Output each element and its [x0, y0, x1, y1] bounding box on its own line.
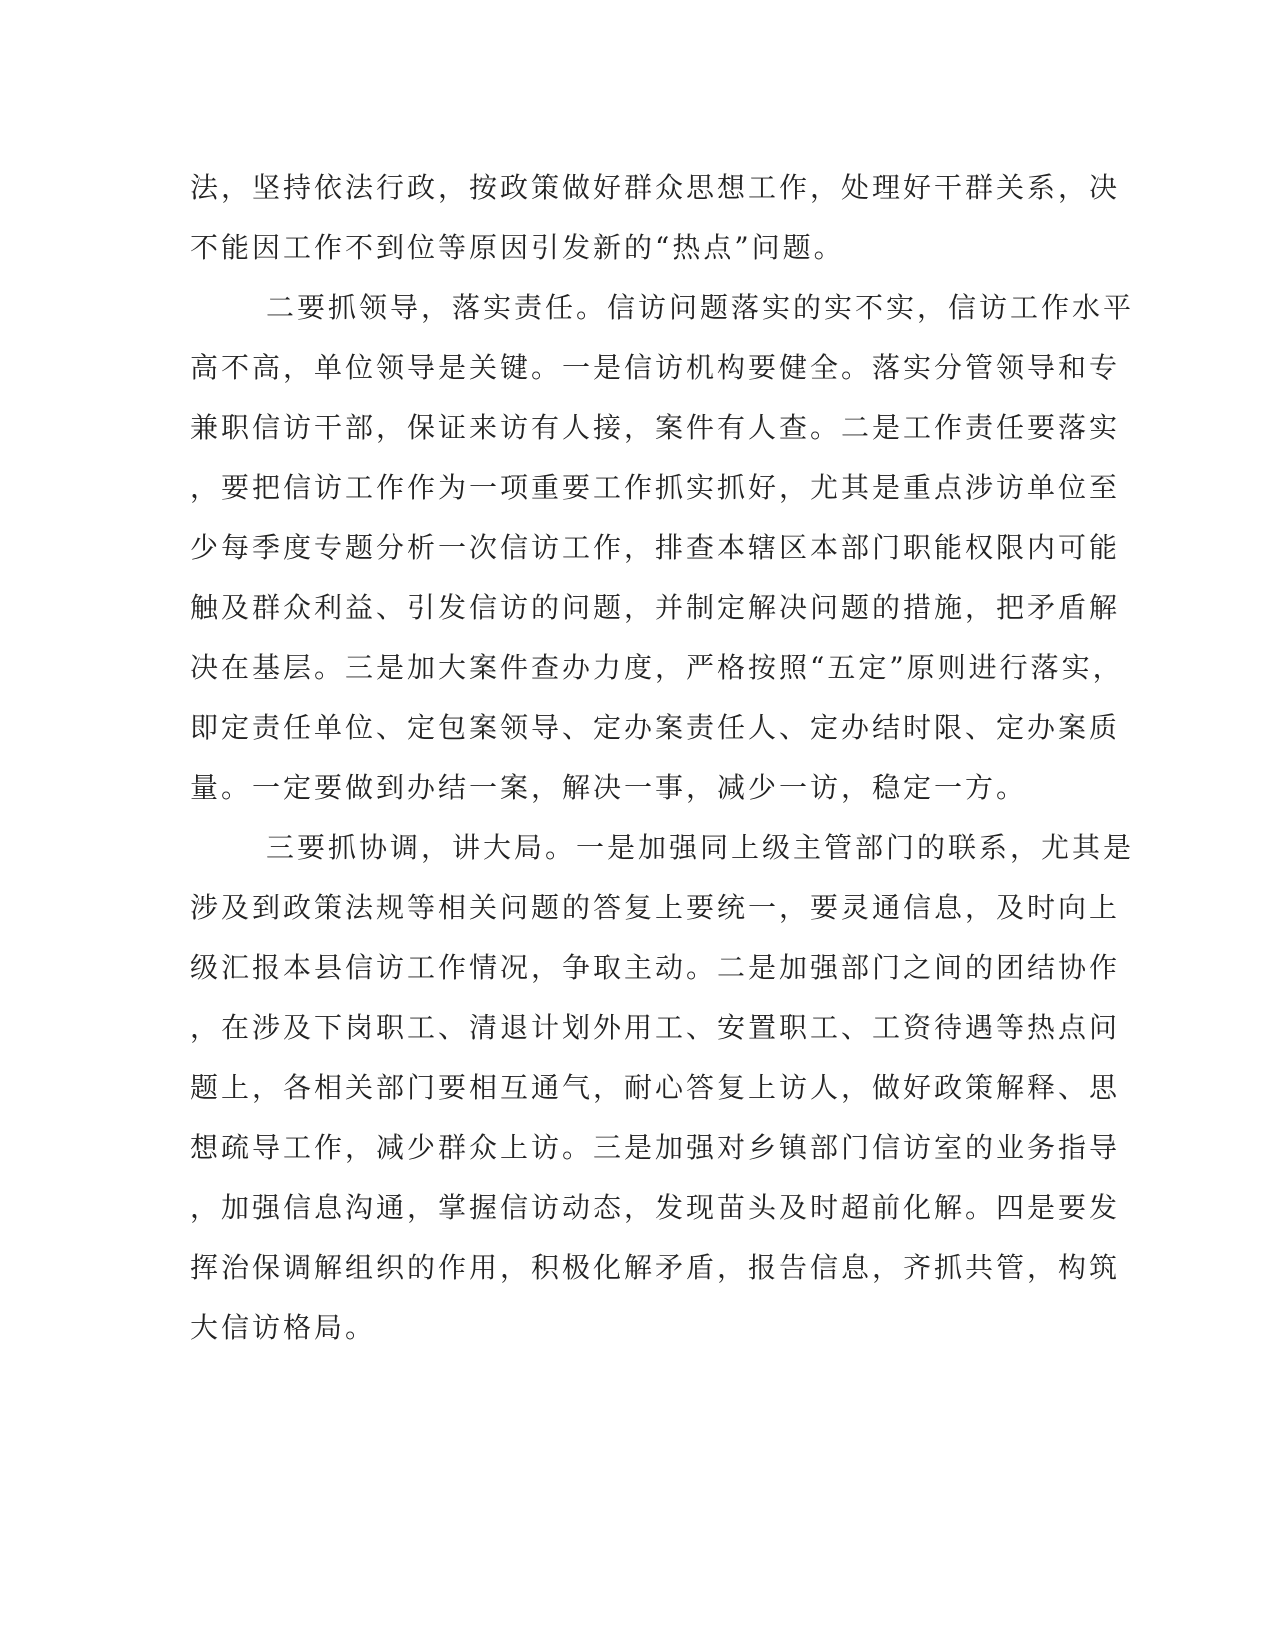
- text-line: 题上，各相关部门要相互通气，耐心答复上访人，做好政策解释、思: [190, 1071, 1121, 1104]
- text-line: 挥治保调解组织的作用，积极化解矛盾，报告信息，齐抓共管，构筑: [190, 1251, 1121, 1284]
- text-line: 触及群众利益、引发信访的问题，并制定解决问题的措施，把矛盾解: [190, 591, 1121, 624]
- text-line: 想疏导工作，减少群众上访。三是加强对乡镇部门信访室的业务指导: [190, 1131, 1121, 1164]
- text-line: 高不高，单位领导是关键。一是信访机构要健全。落实分管领导和专: [190, 351, 1121, 384]
- paragraph-start-line: 三要抓协调，讲大局。一是加强同上级主管部门的联系，尤其是: [266, 831, 1135, 864]
- text-line: 量。一定要做到办结一案，解决一事，减少一访，稳定一方。: [190, 771, 1028, 804]
- text-line: 级汇报本县信访工作情况，争取主动。二是加强部门之间的团结协作: [190, 951, 1121, 984]
- text-line: 法，坚持依法行政，按政策做好群众思想工作，处理好干群关系，决: [190, 171, 1121, 204]
- text-line: ，在涉及下岗职工、清退计划外用工、安置职工、工资待遇等热点问: [190, 1011, 1121, 1044]
- text-line: 即定责任单位、定包案领导、定办案责任人、定办结时限、定办案质: [190, 711, 1121, 744]
- text-line: ，要把信访工作作为一项重要工作抓实抓好，尤其是重点涉访单位至: [190, 471, 1121, 504]
- text-line: 涉及到政策法规等相关问题的答复上要统一，要灵通信息，及时向上: [190, 891, 1121, 924]
- text-line: 决在基层。三是加大案件查办力度，严格按照“五定”原则进行落实，: [190, 651, 1124, 684]
- text-line: 不能因工作不到位等原因引发新的“热点”问题。: [190, 231, 845, 264]
- text-line: 兼职信访干部，保证来访有人接，案件有人查。二是工作责任要落实: [190, 411, 1121, 444]
- paragraph-start-line: 二要抓领导，落实责任。信访问题落实的实不实，信访工作水平: [266, 291, 1135, 324]
- document-body: [190, 158, 1135, 1358]
- text-line: 大信访格局。: [190, 1311, 377, 1344]
- text-line: 少每季度专题分析一次信访工作，排查本辖区本部门职能权限内可能: [190, 531, 1121, 564]
- text-line: ，加强信息沟通，掌握信访动态，发现苗头及时超前化解。四是要发: [190, 1191, 1121, 1224]
